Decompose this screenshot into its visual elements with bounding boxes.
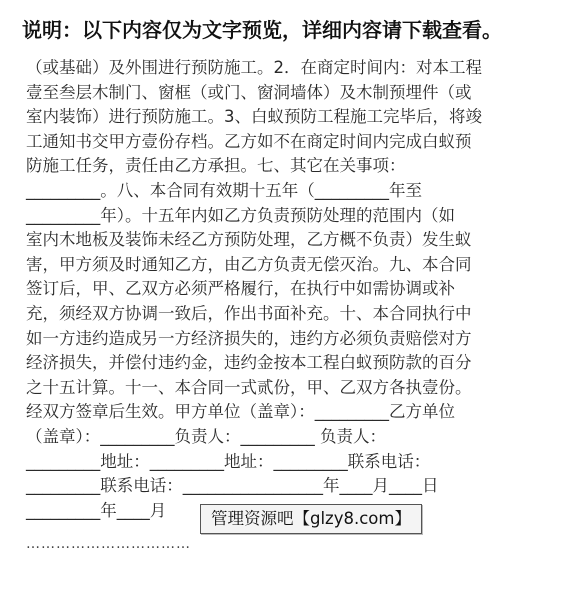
- text-line: _________。八、本合同有效期十五年（_________年至: [26, 180, 422, 200]
- text-line: _________联系电话：_________________年____月____日: [26, 476, 439, 496]
- truncation-dots: ……………………………: [26, 536, 191, 552]
- preview-notice-title: 说明：以下内容仅为文字预览，详细内容请下载查看。: [22, 18, 502, 42]
- text-line: （盖章）：_________负责人：_________ 负责人：: [26, 426, 386, 446]
- text-line: 壹至叁层木制门、窗框（或门、窗洞墙体）及木制预埋件（或: [26, 82, 472, 102]
- text-line: 之十五计算。十一、本合同一式贰份，甲、乙双方各执壹份。: [26, 377, 472, 397]
- text-line: 充，须经双方协调一致后，作出书面补充。十、本合同执行中: [26, 303, 472, 323]
- text-line: （或基础）及外围进行预防施工。2．在商定时间内：对本工程: [26, 58, 482, 77]
- site-watermark-badge: 管理资源吧【glzy8.com】: [200, 504, 422, 534]
- text-line: _________年____月: [26, 500, 167, 520]
- text-line: 室内木地板及装饰未经乙方预防处理，乙方概不负责）发生蚁: [26, 230, 472, 250]
- text-line: 经双方签章后生效。甲方单位（盖章）：_________乙方单位: [26, 402, 455, 422]
- contract-text-body: [26, 56, 552, 523]
- text-line: 害，甲方须及时通知乙方，由乙方负责无偿灭治。九、本合同: [26, 254, 472, 274]
- text-line: _________地址：_________地址：_________联系电话：: [26, 451, 431, 471]
- text-line: 经济损失，并偿付违约金，违约金按本工程白蚁预防款的百分: [26, 353, 472, 373]
- text-line: 如一方违约造成另一方经济损失的，违约方必须负责赔偿对方: [26, 328, 472, 348]
- text-line: _________年）。十五年内如乙方负责预防处理的范围内（如: [26, 205, 455, 225]
- text-line: 工通知书交甲方壹份存档。乙方如不在商定时间内完成白蚁预: [26, 131, 472, 151]
- text-line: 签订后，甲、乙双方必须严格履行，在执行中如需协调或补: [26, 279, 455, 299]
- text-line: 室内装饰）进行预防施工。3、白蚁预防工程施工完毕后，将竣: [26, 107, 482, 127]
- text-line: 防施工任务，责任由乙方承担。七、其它在关事项：: [26, 156, 406, 176]
